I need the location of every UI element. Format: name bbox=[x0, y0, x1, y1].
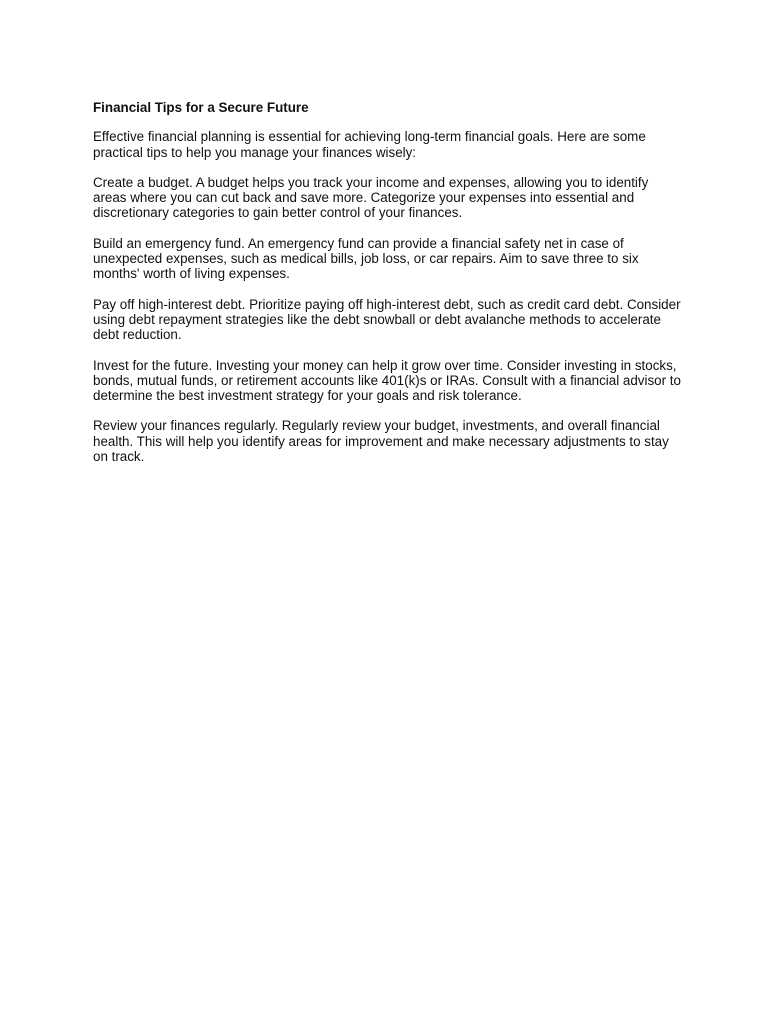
document-page bbox=[93, 100, 683, 479]
review-paragraph: Review your finances regularly. Regularly review your budget, investments, and overall financial health. This will help you identify areas for improvement and make necessary adjustments to stay on track. bbox=[93, 418, 669, 465]
invest-paragraph: Invest for the future. Investing your money can help it grow over time. Consider investing in stocks, bonds, mutual funds, or retirement accounts like 401(k)s or IRAs. Consult with a financial advisor to determine the best investment strategy for your goals and risk tolerance. bbox=[93, 357, 681, 404]
emergency-fund-paragraph: Build an emergency fund. An emergency fund can provide a financial safety net in case of unexpected expenses, such as medical bills, job loss, or car repairs. Aim to save three to six months' worth of living expenses. bbox=[93, 235, 639, 282]
debt-paragraph: Pay off high-interest debt. Prioritize paying off high-interest debt, such as credit card debt. Consider using debt repayment strategies like the debt snowball or debt avalanche methods to accelerate debt reduction. bbox=[93, 296, 681, 343]
intro-paragraph: Effective financial planning is essential for achieving long-term financial goals. Here are some practical tips to help you manage your finances wisely: bbox=[93, 129, 646, 160]
budget-paragraph: Create a budget. A budget helps you track your income and expenses, allowing you to identify areas where you can cut back and save more. Categorize your expenses into essential and discretionary categories to gain better control of your finances. bbox=[93, 174, 649, 221]
document-title: Financial Tips for a Secure Future bbox=[93, 100, 309, 115]
